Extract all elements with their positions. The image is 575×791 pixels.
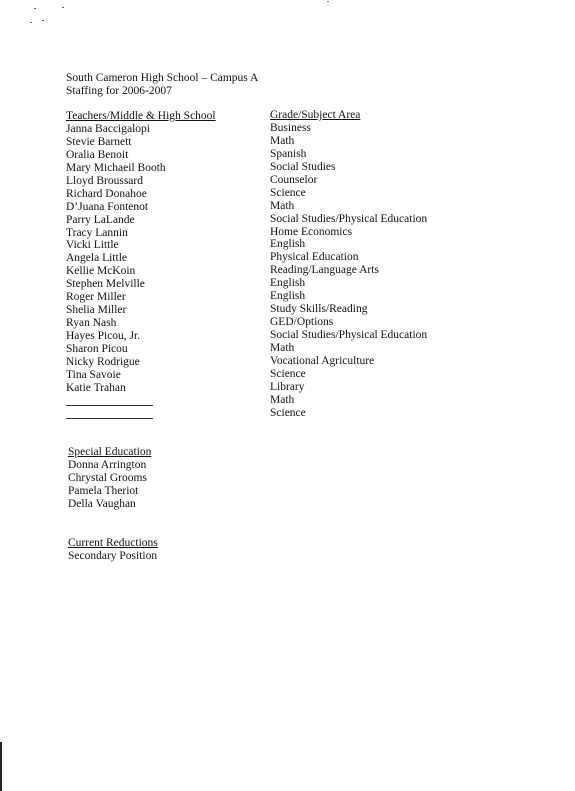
teacher-name: Sharon Picou — [66, 342, 128, 355]
teacher-list — [66, 123, 166, 395]
subject-entry: English — [270, 238, 306, 251]
staffing-year: Staffing for 2006-2007 — [66, 85, 172, 97]
subject-entry: Reading/Language Arts — [270, 264, 379, 277]
subject-entry: Home Economics — [270, 225, 353, 238]
subject-entry: Science — [270, 406, 306, 419]
blank-name-line — [66, 405, 153, 406]
teacher-name: Janna Baccigalopi — [66, 123, 150, 135]
teacher-name: Roger Miller — [66, 291, 126, 304]
scan-speck — [327, 1, 329, 2]
teacher-name: Shelia Miller — [66, 304, 127, 317]
special-education-heading: Special Education — [68, 446, 152, 458]
subject-entry: Math — [270, 393, 295, 406]
teacher-name: Hayes Picou, Jr. — [66, 330, 141, 342]
teacher-name: D’Juana Fontenot — [66, 200, 149, 213]
subject-entry: Social Studies/Physical Education — [270, 212, 428, 225]
scan-speck — [30, 22, 32, 23]
current-reductions-heading: Current Reductions — [68, 537, 158, 549]
special-education-list — [68, 459, 147, 511]
subject-entry: Science — [270, 186, 306, 199]
teacher-name: Angela Little — [66, 252, 127, 265]
special-education-name: Donna Arrington — [68, 459, 147, 471]
teacher-name: Katie Trahan — [66, 381, 126, 394]
subject-entry: English — [270, 290, 306, 303]
teachers-heading: Teachers/Middle & High School — [66, 110, 216, 122]
scan-speck — [62, 7, 64, 8]
special-education-name: Della Vaughan — [68, 497, 136, 510]
subject-entry: Business — [270, 122, 311, 134]
teacher-name: Ryan Nash — [66, 317, 117, 330]
grade-subject-heading: Grade/Subject Area — [270, 109, 361, 121]
subject-entry: Social Studies — [270, 160, 336, 173]
special-education-name: Pamela Theriot — [68, 484, 139, 497]
school-title: South Cameron High School – Campus A — [66, 72, 259, 84]
subject-entry: Physical Education — [270, 251, 359, 264]
reduction-item: Secondary Position — [68, 550, 158, 562]
subject-entry: Study Skills/Reading — [270, 303, 368, 316]
teacher-name: Nicky Rodrigue — [66, 355, 140, 368]
teacher-name: Tina Savoie — [66, 368, 121, 381]
subject-entry: English — [270, 277, 306, 290]
teacher-name: Stevie Barnett — [66, 135, 132, 148]
subject-entry: Science — [270, 367, 306, 380]
teacher-name: Kellie McKoin — [66, 265, 136, 278]
teacher-name: Tracy Lannin — [66, 226, 128, 239]
teacher-name: Lloyd Broussard — [66, 174, 143, 187]
blank-name-line — [66, 418, 153, 419]
subject-entry: GED/Options — [270, 316, 334, 329]
subject-entry: Math — [270, 199, 295, 212]
teacher-name: Richard Donahoe — [66, 187, 147, 200]
teacher-name: Stephen Melville — [66, 278, 145, 291]
teacher-name: Vicki Little — [66, 239, 119, 252]
scan-speck — [34, 8, 36, 9]
subject-list — [270, 122, 427, 420]
subject-entry: Social Studies/Physical Education — [270, 329, 428, 341]
subject-entry: Spanish — [270, 147, 307, 160]
subject-entry: Vocational Agriculture — [270, 354, 375, 367]
scan-edge — [0, 742, 2, 791]
subject-entry: Math — [270, 134, 295, 147]
scan-speck — [42, 20, 44, 21]
subject-entry: Counselor — [270, 173, 318, 186]
subject-entry: Math — [270, 341, 295, 354]
subject-entry: Library — [270, 380, 305, 393]
teacher-name: Mary Michaeil Booth — [66, 161, 166, 174]
special-education-name: Chrystal Grooms — [68, 471, 147, 484]
teacher-name: Parry LaLande — [66, 213, 135, 226]
teacher-name: Oralia Benoit — [66, 148, 129, 161]
